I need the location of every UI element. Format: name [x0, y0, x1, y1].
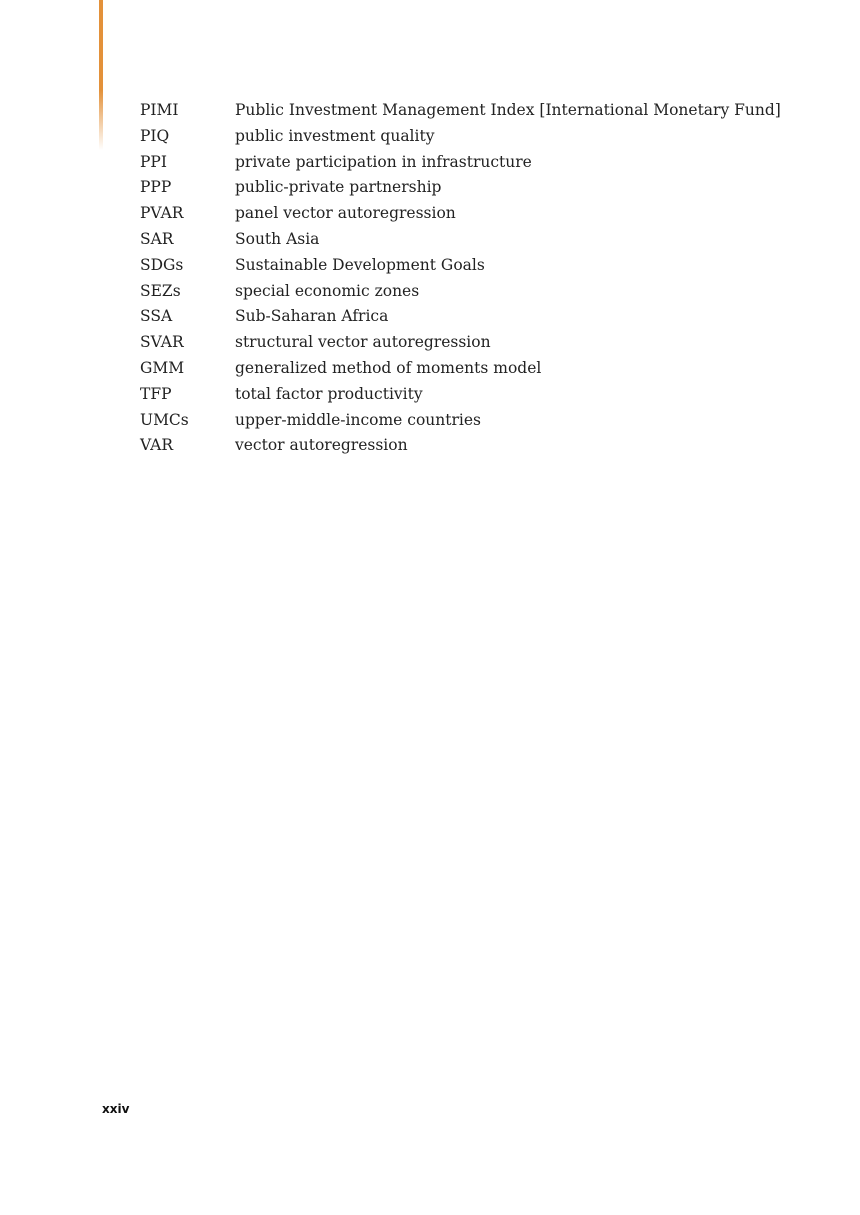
- abbreviation-row: [140, 98, 780, 124]
- abbreviation-definition: vector autoregression: [235, 436, 408, 455]
- abbreviation-row: [140, 433, 780, 459]
- abbreviation-term: TFP: [140, 384, 172, 403]
- abbreviation-row: [140, 382, 780, 408]
- abbreviation-definition: total factor productivity: [235, 384, 423, 403]
- abbreviation-definition: private participation in infrastructure: [235, 152, 532, 171]
- abbreviation-term: SAR: [140, 229, 174, 248]
- abbreviation-term: PPP: [140, 178, 172, 197]
- abbreviation-term: PPI: [140, 152, 167, 171]
- abbreviation-term: SEZs: [140, 281, 181, 300]
- abbreviation-row: [140, 408, 780, 434]
- abbreviation-definition: structural vector autoregression: [235, 333, 491, 352]
- abbreviation-row: [140, 201, 780, 227]
- accent-bar: [99, 0, 103, 150]
- abbreviation-term: VAR: [140, 436, 174, 455]
- abbreviation-term: PVAR: [140, 204, 184, 223]
- abbreviation-term: PIMI: [140, 101, 179, 119]
- abbreviation-term: SDGs: [140, 255, 184, 274]
- abbreviation-term: SSA: [140, 307, 173, 326]
- abbreviation-definition: South Asia: [235, 229, 320, 248]
- abbreviation-term: SVAR: [140, 333, 184, 352]
- abbreviation-row: [140, 150, 780, 176]
- abbreviation-definition: public investment quality: [235, 126, 435, 145]
- abbreviation-row: [140, 175, 780, 201]
- abbreviation-row: [140, 279, 780, 305]
- abbreviation-row: [140, 304, 780, 330]
- abbreviation-definition: special economic zones: [235, 281, 420, 300]
- abbreviation-row: [140, 253, 780, 279]
- abbreviation-definition: panel vector autoregression: [235, 204, 456, 223]
- abbreviation-definition: Public Investment Management Index [International Monetary Fund]: [235, 101, 781, 119]
- abbreviation-definition: public-private partnership: [235, 178, 442, 197]
- abbreviation-term: GMM: [140, 358, 185, 377]
- page-number: xxiv: [102, 1102, 130, 1116]
- abbreviation-definition: Sustainable Development Goals: [235, 255, 485, 274]
- abbreviation-row: [140, 124, 780, 150]
- abbreviation-term: UMCs: [140, 410, 189, 429]
- abbreviation-term: PIQ: [140, 126, 170, 145]
- abbreviation-definition: generalized method of moments model: [235, 358, 542, 377]
- abbreviation-row: [140, 356, 780, 382]
- abbreviation-row: [140, 330, 780, 356]
- abbreviation-definition: upper-middle-income countries: [235, 410, 481, 429]
- abbreviation-row: [140, 227, 780, 253]
- abbreviation-definition: Sub-Saharan Africa: [235, 307, 389, 326]
- abbreviations-list: [140, 98, 780, 459]
